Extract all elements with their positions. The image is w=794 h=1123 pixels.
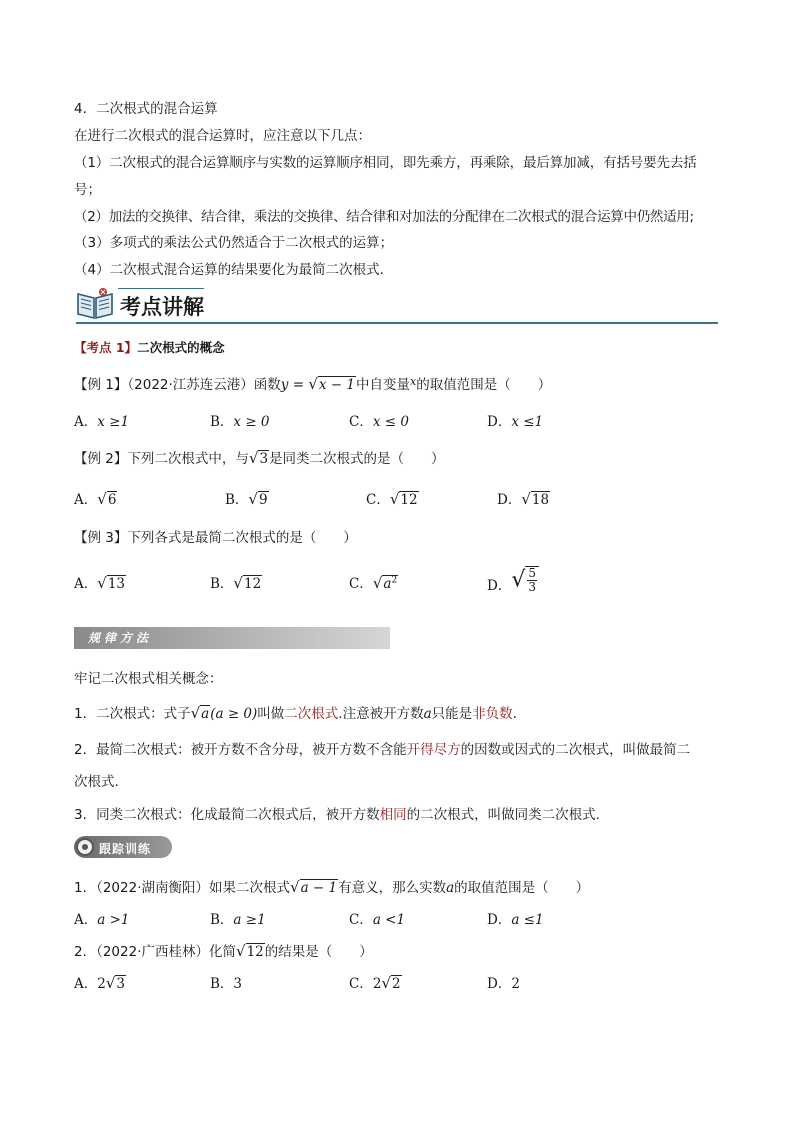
training-q1-option-a[interactable]: A．a >1 [74,912,130,928]
example-2-option-a[interactable]: A．√6 [74,490,117,508]
example-1-mid: 中自变量 [356,377,411,393]
book-icon [76,286,114,320]
training-q1-option-c[interactable]: C．a <1 [349,912,406,928]
example-1-pre: 函数 [253,377,281,393]
example-1-option-d[interactable]: D．x ≤1 [487,414,544,430]
point-2: （2）加法的交换律、结合律，乘法的交换律、结合律和对加法的分配律在二次根式的混合运算中仍然适用; [74,209,694,225]
example-2-option-b[interactable]: B．√9 [225,490,268,508]
banner-underline [76,322,718,324]
radical: √3 [248,449,269,467]
example-1-source: （2022·江苏连云港） [127,377,254,393]
banner-accent-line [118,288,204,289]
method-item-2: 2．最简二次根式：被开方数不含分母，被开方数不含能开得尽方的因数或因式的二次根式，叫做最简二 [74,742,691,758]
example-3-option-d[interactable]: D．√ $\frac{5}{3}$ [487,566,539,594]
point-1-line-1: （1）二次根式的混合运算顺序与实数的运算顺序相同，即先乘方，再乘除，最后算加减，有括号要先去括 [74,155,697,171]
example-2-pre: 下列二次根式中，与 [127,451,249,467]
training-q1-option-b[interactable]: B．a ≥1 [210,912,266,928]
method-item-2-line-2: 次根式. [74,774,119,790]
example-3-stem [74,526,357,546]
equals: = [288,377,309,393]
point-1-line-2: 号； [74,182,101,198]
section-heading: 4．二次根式的混合运算 [74,101,218,117]
example-3-option-c[interactable]: C．$√a^2$ [349,574,398,592]
var-y: y [280,377,289,393]
kaodian-text: 二次根式的概念 [137,340,225,355]
example-1-tag: 【例 1】 [74,377,128,393]
kaodian-heading [74,338,225,356]
point-4: （4）二次根式混合运算的结果要化为最简二次根式． [74,262,394,278]
example-2-post: 是同类二次根式的是（ ） [269,451,445,467]
method-label: 规律方法 [88,631,153,645]
training-q2-stem: 2．（2022·广西桂林）化简√12的结果是（ ） [74,942,373,960]
example-3-text: 下列各式是最简二次根式的是（ ） [127,530,357,546]
example-3-option-b[interactable]: B．√12 [210,574,262,592]
example-2-tag: 【例 2】 [74,451,128,467]
training-q2-option-c[interactable]: C．2√2 [349,974,401,992]
example-1-stem [74,373,551,393]
var-x: x [410,375,417,388]
method-intro: 牢记二次根式相关概念： [74,671,223,687]
method-item-3: 3．同类二次根式：化成最简二次根式后，被开方数相同的二次根式，叫做同类二次根式. [74,807,600,823]
example-1-option-c[interactable]: C．x ≤ 0 [349,414,409,430]
training-q2-option-b[interactable]: B．3 [210,976,243,992]
training-q1-option-d[interactable]: D．a ≤1 [487,912,544,928]
kaodian-label: 【考点 1】 [74,340,138,355]
target-icon [76,838,94,856]
training-q2-option-a[interactable]: A．2√3 [74,974,125,992]
training-label: 跟踪训练 [99,842,152,856]
example-3-tag: 【例 3】 [74,530,128,546]
training-q2-option-d[interactable]: D．2 [487,976,520,992]
example-2-option-c[interactable]: C．√12 [366,490,418,508]
point-3: （3）多项式的乘法公式仍然适合于二次根式的运算； [74,235,394,251]
radical: √x − 1 [308,375,356,393]
training-q1-stem: 1．（2022·湖南衡阳）如果二次根式√a − 1有意义，那么实数a的取值范围是（ ） [74,878,590,896]
example-3-option-a[interactable]: A．√13 [74,574,125,592]
example-1-post: 的取值范围是（ ） [416,377,552,393]
example-2-stem [74,447,445,467]
example-2-option-d[interactable]: D．√18 [497,490,550,508]
banner-title: 考点讲解 [120,295,204,319]
section-intro: 在进行二次根式的混合运算时，应注意以下几点： [74,128,371,144]
method-item-1: 1．二次根式：式子√a(a ≥ 0)叫做二次根式.注意被开方数a只能是非负数. [74,704,517,722]
example-1-option-a[interactable]: A．x ≥1 [74,414,130,430]
example-1-option-b[interactable]: B．x ≥ 0 [210,414,270,430]
